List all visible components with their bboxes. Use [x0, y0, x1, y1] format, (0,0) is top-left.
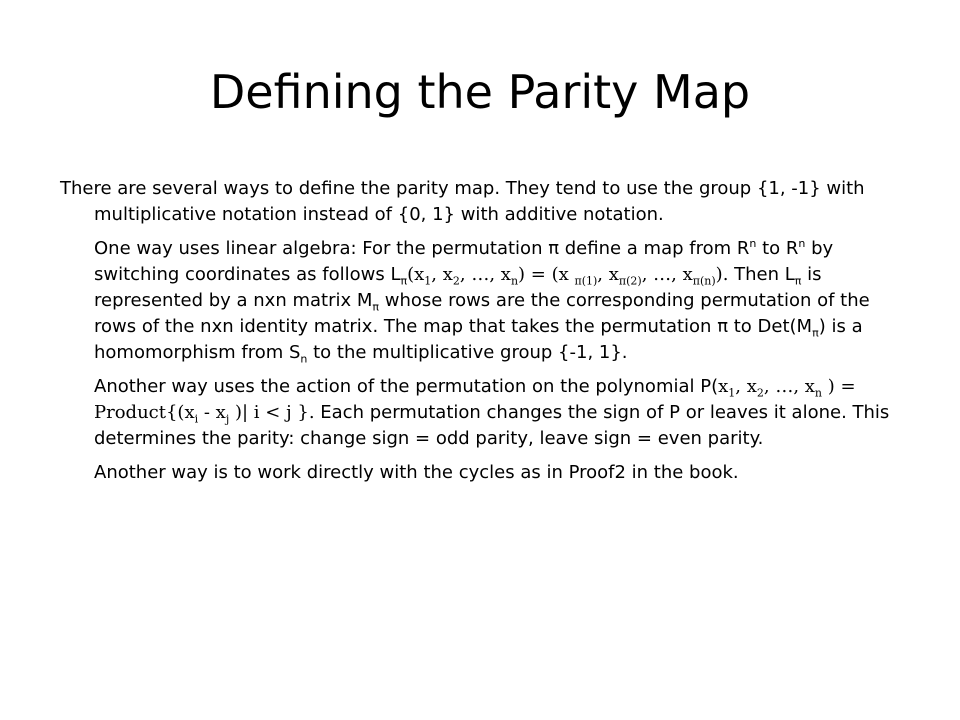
math-segment: - x — [198, 402, 226, 423]
math-segment: , …, x — [763, 376, 815, 397]
subscript: π(2) — [618, 274, 642, 288]
math-segment: ) = (x — [518, 264, 575, 285]
math-segment: x — [718, 376, 729, 397]
paragraph-linear-algebra — [94, 236, 910, 366]
text-segment: ) is a homomorphism from S — [94, 316, 863, 363]
math-segment: , x — [431, 264, 453, 285]
paragraph-intro — [60, 176, 910, 228]
paragraph-cycles — [94, 460, 910, 486]
paragraph-cycles-text: Another way is to work directly with the cycles as in Proof2 in the book. — [94, 462, 739, 483]
math-expression — [407, 264, 729, 288]
subscript: j — [225, 412, 230, 426]
paragraph-polynomial — [94, 374, 910, 452]
math-segment: ) = Product{(x — [94, 376, 856, 423]
subscript: π — [812, 326, 819, 340]
subscript: n — [300, 352, 308, 366]
subscript: n — [510, 274, 519, 288]
superscript: n — [749, 237, 757, 250]
subscript: n — [814, 386, 823, 400]
text-segment: Then L — [728, 264, 795, 285]
text-segment: to the multiplicative group {-1, 1}. — [307, 342, 628, 363]
subscript: 2 — [756, 386, 764, 400]
text-segment: whose rows are the corresponding permutation of the rows of the nxn identity matrix. The map that takes the permutation π to Det(M — [94, 290, 870, 337]
subscript: π — [372, 300, 380, 314]
subscript: 1 — [424, 274, 432, 288]
subscript: π — [794, 274, 802, 288]
math-segment: , …, x — [459, 264, 511, 285]
math-segment: , x — [735, 376, 757, 397]
subscript: π(1) — [574, 274, 598, 288]
text-segment: is represented by a nxn matrix M — [94, 264, 822, 311]
text-segment: by switching coordinates as follows L — [94, 238, 834, 285]
subscript: i — [194, 412, 199, 426]
text-segment: Each permutation changes the sign of P or leaves it alone. This determines the parity: change sign = odd parity, leave sign = even parity. — [94, 402, 890, 449]
text-segment: Another way uses the action of the permutation on the polynomial P( — [94, 376, 719, 397]
slide-title: Defining the Parity Map — [209, 65, 751, 119]
subscript: π(n) — [692, 274, 716, 288]
math-segment: (x — [407, 264, 425, 285]
subscript: 1 — [728, 386, 736, 400]
slide-body — [60, 176, 910, 494]
subscript: 2 — [452, 274, 460, 288]
text-segment: to R — [756, 238, 799, 259]
math-segment: )| i < j }. — [229, 402, 315, 423]
math-segment: , x — [597, 264, 619, 285]
math-segment: , …, x — [641, 264, 693, 285]
subscript: π — [400, 274, 408, 288]
math-segment: ). — [715, 264, 729, 285]
text-segment: One way uses linear algebra: For the permutation π define a map from R — [94, 238, 750, 259]
superscript: n — [798, 237, 806, 250]
paragraph-intro-text: There are several ways to define the parity map. They tend to use the group {1, -1} with multiplicative notation instead of {0, 1} with additive notation. — [60, 178, 865, 225]
